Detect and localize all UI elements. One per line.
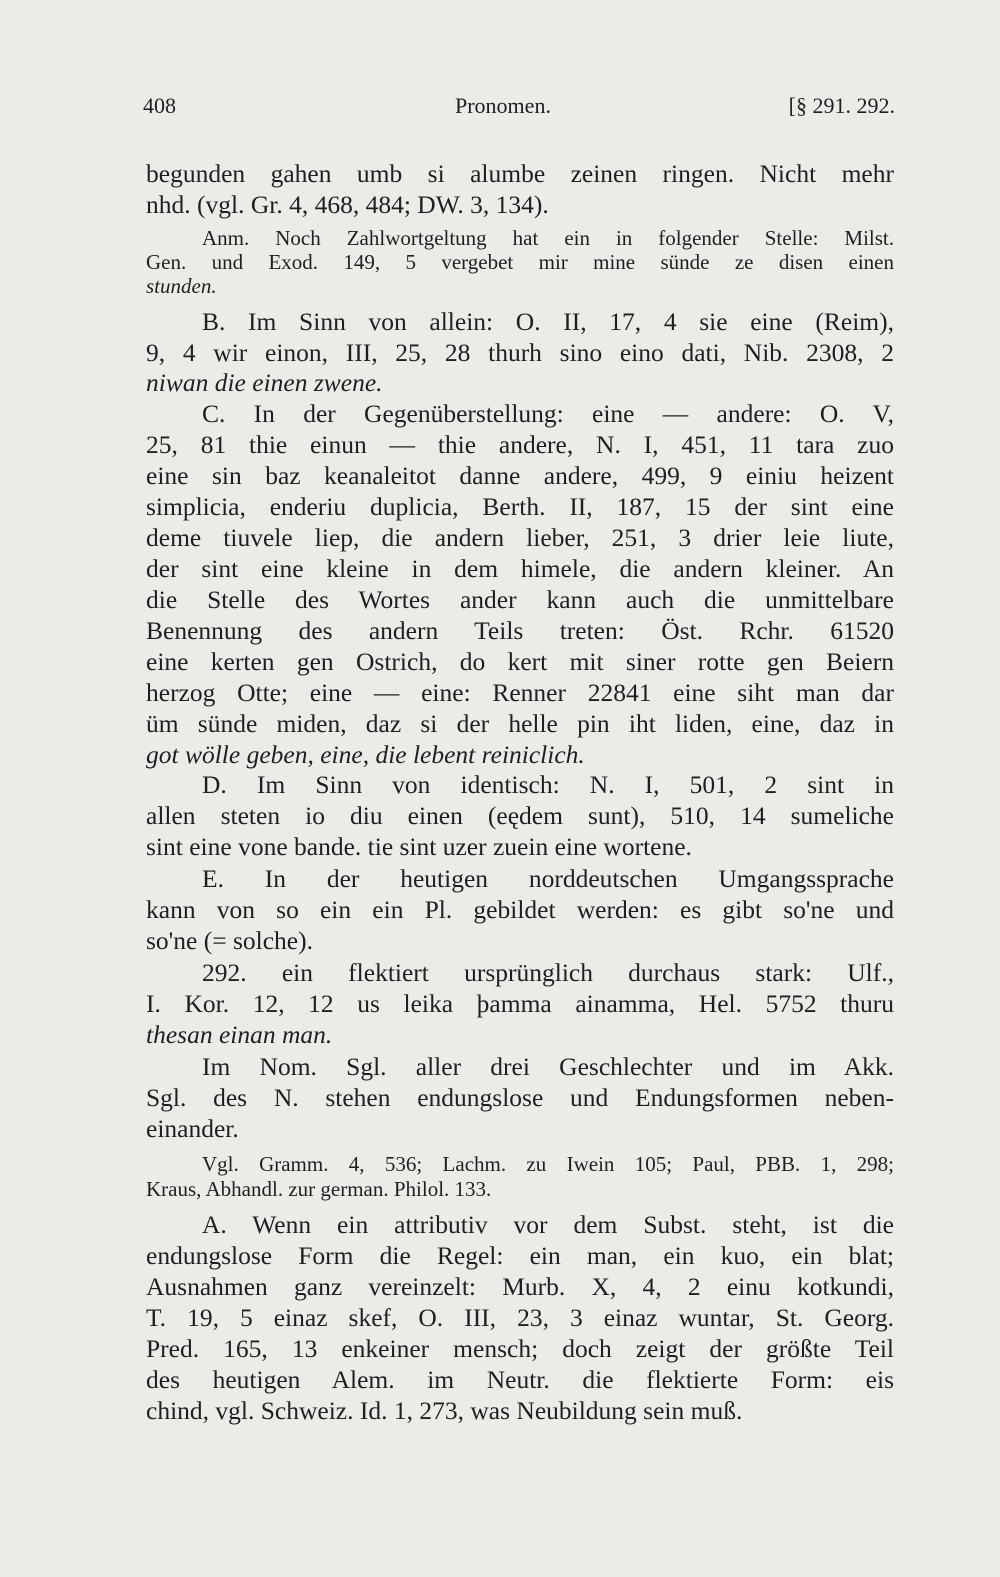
page-number: 408 (143, 93, 176, 118)
paragraph-b-line: B. Im Sinn von allein: O. II, 17, 4 sie eine (Reim), (202, 307, 894, 336)
text-line: Pred. 165, 13 enkeiner mensch; doch zeigt der größte Teil (146, 1334, 894, 1363)
text-line: endungslose Form die Regel: ein man, ein kuo, ein blat; (146, 1241, 894, 1270)
note-line: Gen. und Exod. 149, 5 vergebet mir mine sünde ze disen einen (146, 250, 894, 274)
text-line: 9, 4 wir einon, III, 25, 28 thurh sino eino dati, Nib. 2308, 2 (146, 338, 894, 367)
text-line: T. 19, 5 einaz skef, O. III, 23, 3 einaz wuntar, St. Georg. (146, 1303, 894, 1332)
page-header (143, 93, 895, 123)
text-line: Benennung des andern Teils treten: Öst. Rchr. 61520 (146, 616, 894, 645)
reference-line: Kraus, Abhandl. zur german. Philol. 133. (146, 1177, 492, 1201)
text-line: herzog Otte; eine — eine: Renner 22841 eine siht man dar (146, 678, 894, 707)
text-line: thesan einan man. (146, 1020, 333, 1049)
text-line: einander. (146, 1114, 239, 1143)
paragraph-a-line: A. Wenn ein attributiv vor dem Subst. steht, ist die (202, 1210, 894, 1239)
text-line: so'ne (= solche). (146, 926, 313, 955)
text-line: eine sin baz keanaleitot danne andere, 499, 9 einiu heizent (146, 461, 894, 490)
text-line: nhd. (vgl. Gr. 4, 468, 484; DW. 3, 134). (146, 190, 549, 219)
note-line: Anm. Noch Zahlwortgeltung hat ein in folgender Stelle: Milst. (202, 226, 894, 250)
text-line: Sgl. des N. stehen endungslose und Endungsformen neben- (146, 1083, 894, 1112)
text-line: deme tiuvele liep, die andern lieber, 251, 3 drier leie liute, (146, 523, 894, 552)
paragraph-c-line: C. In der Gegenüberstellung: eine — andere: O. V, (202, 399, 894, 428)
text-line: begunden gahen umb si alumbe zeinen ringen. Nicht mehr (146, 159, 894, 188)
text-line: allen steten io diu einen (eędem sunt), 510, 14 sumeliche (146, 801, 894, 830)
text-line: des heutigen Alem. im Neutr. die flektierte Form: eis (146, 1365, 894, 1394)
section-292-line: 292. ein flektiert ursprünglich durchaus stark: Ulf., (202, 958, 894, 987)
text-line: die Stelle des Wortes ander kann auch die unmittelbare (146, 585, 894, 614)
text-line: sint eine vone bande. tie sint uzer zuein eine wortene. (146, 832, 692, 861)
running-title: Pronomen. (455, 93, 551, 118)
reference-line: Vgl. Gramm. 4, 536; Lachm. zu Iwein 105; Paul, PBB. 1, 298; (202, 1152, 894, 1176)
text-line: Ausnahmen ganz vereinzelt: Murb. X, 4, 2 einu kotkundi, (146, 1272, 894, 1301)
text-line: der sint eine kleine in dem himele, die andern kleiner. An (146, 554, 894, 583)
text-line: chind, vgl. Schweiz. Id. 1, 273, was Neubildung sein muß. (146, 1396, 743, 1425)
text-line: üm sünde miden, daz si der helle pin iht liden, eine, daz in (146, 709, 894, 738)
text-line: I. Kor. 12, 12 us leika þamma ainamma, Hel. 5752 thuru (146, 989, 894, 1018)
text-line: simplicia, enderiu duplicia, Berth. II, 187, 15 der sint eine (146, 492, 894, 521)
text-line: eine kerten gen Ostrich, do kert mit siner rotte gen Beiern (146, 647, 894, 676)
text-line: 25, 81 thie einun — thie andere, N. I, 451, 11 tara zuo (146, 430, 894, 459)
text-line: niwan die einen zwene. (146, 368, 383, 397)
text-line: got wölle geben, eine, die lebent reiniclich. (146, 740, 585, 769)
text-line: kann von so ein ein Pl. gebildet werden: es gibt so'ne und (146, 895, 894, 924)
paragraph-e-line: E. In der heutigen norddeutschen Umgangssprache (202, 864, 894, 893)
text-line: Im Nom. Sgl. aller drei Geschlechter und im Akk. (202, 1052, 894, 1081)
note-line: stunden. (146, 274, 217, 298)
section-reference: [§ 291. 292. (788, 93, 895, 118)
paragraph-d-line: D. Im Sinn von identisch: N. I, 501, 2 sint in (202, 770, 894, 799)
